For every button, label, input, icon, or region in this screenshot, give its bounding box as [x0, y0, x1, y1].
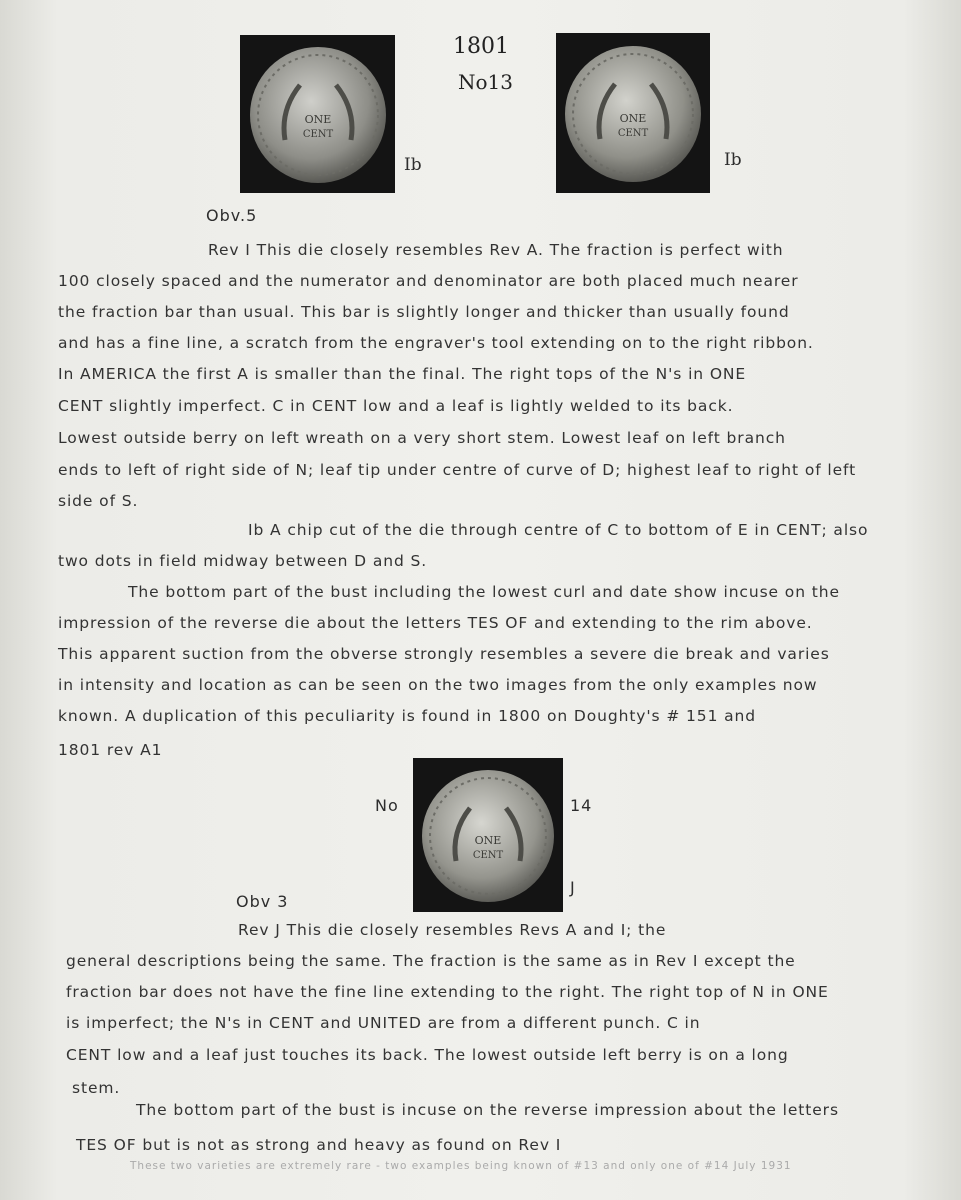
- text-line: Rev J This die closely resembles Revs A and I; the: [238, 921, 667, 939]
- photo-bottom-letter: J: [570, 878, 576, 897]
- text-line: the fraction bar than usual. This bar is slightly longer and thicker than usually found: [58, 303, 790, 321]
- text-line: 1801 rev A1: [58, 741, 163, 759]
- variety-number: No13: [458, 70, 513, 94]
- photo-left-label: Ib: [404, 155, 422, 175]
- text-line: In AMERICA the first A is smaller than the final. The right tops of the N's in ONE: [58, 365, 747, 383]
- obverse-label: Obv 3: [236, 892, 289, 911]
- coin-photo-bottom: [413, 758, 563, 912]
- text-line: ends to left of right side of N; leaf tip under centre of curve of D; highest leaf to right of left: [58, 461, 857, 479]
- text-line: Lowest outside berry on left wreath on a very short stem. Lowest leaf on left branch: [58, 429, 786, 447]
- text-line: and has a fine line, a scratch from the engraver's tool extending on to the right ribbon.: [58, 334, 814, 352]
- text-line: fraction bar does not have the fine line extending to the right. The right top of N in ONE: [66, 983, 829, 1001]
- text-line: The bottom part of the bust including the lowest curl and date show incuse on the: [128, 583, 840, 601]
- text-line: CENT low and a leaf just touches its back. The lowest outside left berry is on a long: [66, 1046, 789, 1064]
- text-line: general descriptions being the same. The fraction is the same as in Rev I except the: [66, 952, 796, 970]
- text-line: CENT slightly imperfect. C in CENT low and a leaf is lightly welded to its back.: [58, 397, 734, 415]
- text-line: side of S.: [58, 492, 139, 510]
- footer-note: These two varieties are extremely rare - two examples being known of #13 and only one of #14 July 1931: [130, 1160, 792, 1172]
- text-line: two dots in field midway between D and S.: [58, 552, 428, 570]
- text-line: stem.: [72, 1079, 121, 1097]
- coin-photo-left: [240, 35, 395, 193]
- coin-reverse-image: [240, 35, 395, 193]
- photo-bottom-number: 14: [570, 796, 593, 815]
- photo-right-label: Ib: [724, 150, 742, 170]
- text-line: known. A duplication of this peculiarity is found in 1800 on Doughty's # 151 and: [58, 707, 757, 725]
- obverse-label: Obv.5: [206, 206, 258, 225]
- text-line: Rev I This die closely resembles Rev A. The fraction is perfect with: [208, 241, 784, 259]
- coin-reverse-image: [556, 33, 710, 193]
- svg-text:CENT: CENT: [302, 129, 334, 140]
- text-line: TES OF but is not as strong and heavy as found on Rev I: [76, 1136, 562, 1154]
- year-heading: 1801: [453, 34, 509, 59]
- text-line: The bottom part of the bust is incuse on the reverse impression about the letters: [136, 1101, 839, 1119]
- text-line: 100 closely spaced and the numerator and denominator are both placed much nearer: [58, 272, 799, 290]
- text-line: This apparent suction from the obverse strongly resembles a severe die break and varies: [58, 645, 830, 663]
- coin-photo-right: [556, 33, 710, 193]
- svg-text:CENT: CENT: [472, 850, 504, 861]
- svg-text:ONE: ONE: [474, 834, 502, 847]
- text-line: in intensity and location as can be seen on the two images from the only examples now: [58, 676, 818, 694]
- svg-text:ONE: ONE: [619, 112, 647, 125]
- svg-text:CENT: CENT: [617, 128, 649, 139]
- text-line: is imperfect; the N's in CENT and UNITED are from a different punch. C in: [66, 1014, 701, 1032]
- coin-reverse-image: [413, 758, 563, 912]
- photo-bottom-no: No: [375, 796, 399, 815]
- svg-text:ONE: ONE: [304, 113, 332, 126]
- text-line: impression of the reverse die about the letters TES OF and extending to the rim above.: [58, 614, 813, 632]
- text-line: Ib A chip cut of the die through centre of C to bottom of E in CENT; also: [248, 521, 869, 539]
